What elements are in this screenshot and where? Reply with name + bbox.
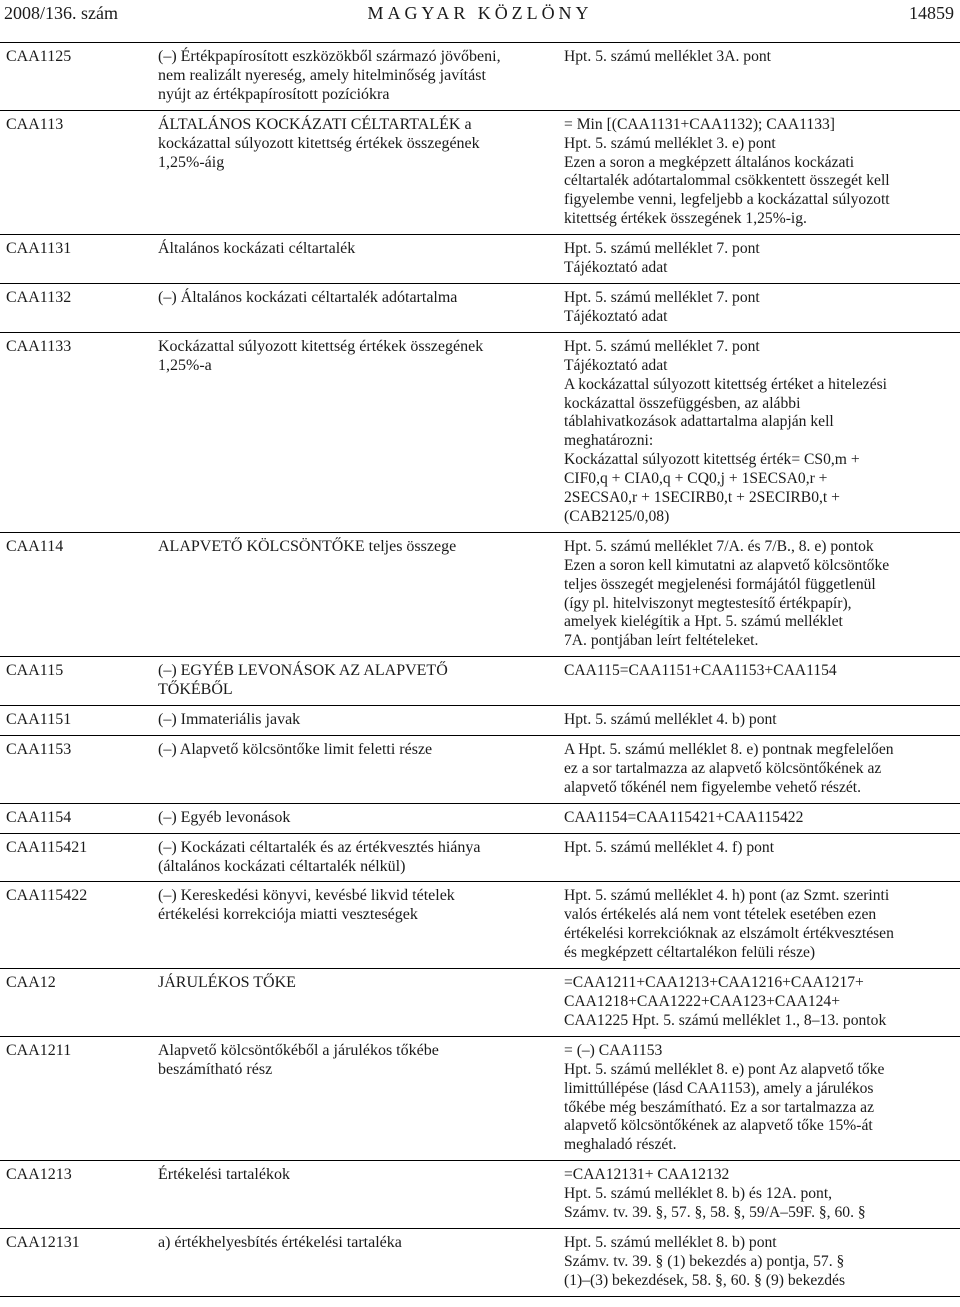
table-row xyxy=(0,833,960,882)
row-reference xyxy=(564,706,960,736)
row-code: CAA1211 xyxy=(0,1036,156,1160)
row-code: CAA1151 xyxy=(0,706,156,736)
description-line: értékelési korrekciója miatti veszteségek xyxy=(158,906,418,924)
row-code: CAA1132 xyxy=(0,283,156,332)
reference-line: CAA1154=CAA115421+CAA115422 xyxy=(564,808,804,826)
reference-line: CAA1225 Hpt. 5. számú melléklet 1., 8–13. pontok xyxy=(564,1011,887,1029)
description-line: (–) Alapvető kölcsöntőke limit feletti része xyxy=(158,741,433,758)
reference-line: CAA115=CAA1151+CAA1153+CAA1154 xyxy=(564,662,837,680)
reference-line: alapvető kölcsöntőkének az alapvető tőke 15%-át xyxy=(564,1117,873,1135)
account-code-table xyxy=(0,42,960,1297)
table-row xyxy=(0,736,960,804)
row-description xyxy=(156,43,564,111)
row-reference xyxy=(564,1228,960,1296)
row-description xyxy=(156,833,564,882)
reference-line: Tájékoztató adat xyxy=(564,356,668,374)
description-line: Értékelési tartalékok xyxy=(158,1166,290,1184)
reference-line: (így pl. hitelviszonyt megtestesítő értékpapír), xyxy=(564,594,852,612)
reference-line: A Hpt. 5. számú melléklet 8. e) pontnak megfelelően xyxy=(564,741,894,758)
row-description xyxy=(156,110,564,234)
table-row xyxy=(0,969,960,1037)
description-line: (–) Kereskedési könyvi, kevésbé likvid tételek xyxy=(158,887,455,905)
reference-line: Hpt. 5. számú melléklet 7. pont xyxy=(564,337,760,355)
description-line: nem realizált nyereség, amely hitelminőség javítást xyxy=(158,66,486,84)
description-line: JÁRULÉKOS TŐKE xyxy=(158,974,296,992)
reference-line: (CAB2125/0,08) xyxy=(564,507,670,525)
row-reference xyxy=(564,736,960,804)
description-line: kockázattal súlyozott kitettség értékek összegének xyxy=(158,134,480,152)
reference-line: Kockázattal súlyozott kitettség érték= CS0,m + xyxy=(564,451,860,469)
description-line: 1,25%-áig xyxy=(158,153,225,171)
header-journal-title: MAGYAR KÖZLÖNY xyxy=(367,3,593,23)
reference-line: CAA1218+CAA1222+CAA123+CAA124+ xyxy=(564,992,841,1010)
reference-line: táblahivatkozások adattartalma alapján kell xyxy=(564,413,834,431)
table-row xyxy=(0,110,960,234)
row-code: CAA1213 xyxy=(0,1161,156,1229)
row-description xyxy=(156,736,564,804)
reference-line: = (–) CAA1153 xyxy=(564,1041,663,1059)
table-row xyxy=(0,283,960,332)
reference-line: Hpt. 5. számú melléklet 4. h) pont (az Szmt. szerinti xyxy=(564,887,890,905)
row-code: CAA12131 xyxy=(0,1228,156,1296)
row-reference xyxy=(564,43,960,111)
row-reference xyxy=(564,283,960,332)
table-row xyxy=(0,332,960,532)
row-description xyxy=(156,1228,564,1296)
header-issue: 2008/136. szám xyxy=(4,3,118,23)
reference-line: alapvető tőkénél nem figyelembe vehető részét. xyxy=(564,778,862,796)
header-page-number: 14859 xyxy=(909,3,954,23)
reference-line: valós értékelés alá nem vont tételek esetében ezen xyxy=(564,906,877,924)
reference-line: Hpt. 5. számú melléklet 7. pont xyxy=(564,240,760,258)
row-code: CAA1133 xyxy=(0,332,156,532)
table-row xyxy=(0,657,960,706)
table-row xyxy=(0,803,960,833)
description-line: Általános kockázati céltartalék xyxy=(158,240,356,258)
description-line: ALAPVETŐ KÖLCSÖNTŐKE teljes összege xyxy=(158,537,457,555)
reference-line: Hpt. 5. számú melléklet 8. b) és 12A. pont, xyxy=(564,1185,833,1203)
row-description xyxy=(156,803,564,833)
row-code: CAA115422 xyxy=(0,882,156,969)
row-description xyxy=(156,969,564,1037)
row-reference xyxy=(564,332,960,532)
description-line: (–) Értékpapírosított eszközökből származó jövőbeni, xyxy=(158,48,501,65)
reference-line: Ezen a soron a megképzett általános kockázati xyxy=(564,153,855,171)
row-reference xyxy=(564,882,960,969)
row-reference xyxy=(564,110,960,234)
row-description xyxy=(156,1036,564,1160)
row-code: CAA113 xyxy=(0,110,156,234)
description-line: (–) EGYÉB LEVONÁSOK AZ ALAPVETŐ xyxy=(158,662,448,680)
description-line: a) értékhelyesbítés értékelési tartaléka xyxy=(158,1233,402,1251)
row-description xyxy=(156,1161,564,1229)
reference-line: céltartalék adótartalommal csökkentett összegét kell xyxy=(564,172,890,190)
description-line: (–) Kockázati céltartalék és az értékvesztés hiánya xyxy=(158,838,481,856)
reference-line: Számv. tv. 39. § (1) bekezdés a) pontja, 57. § xyxy=(564,1252,845,1270)
reference-line: Hpt. 5. számú melléklet 8. b) pont xyxy=(564,1233,777,1251)
reference-line: figyelembe venni, legfeljebb a kockázattal súlyozott xyxy=(564,191,890,209)
table-row xyxy=(0,235,960,284)
row-reference xyxy=(564,833,960,882)
reference-line: Hpt. 5. számú melléklet 4. f) pont xyxy=(564,838,775,856)
row-reference xyxy=(564,803,960,833)
description-line: nyújt az értékpapírosított pozíciókra xyxy=(158,85,390,103)
page-header xyxy=(0,0,960,28)
row-description xyxy=(156,532,564,656)
reference-line: ez a sor tartalmazza az alapvető kölcsöntőkének az xyxy=(564,759,882,777)
table-row xyxy=(0,882,960,969)
row-reference xyxy=(564,532,960,656)
row-description xyxy=(156,235,564,284)
reference-line: Tájékoztató adat xyxy=(564,259,668,277)
reference-line: CIF0,q + CIA0,q + CQ0,j + 1SECSA0,r + xyxy=(564,470,828,488)
reference-line: Hpt. 5. számú melléklet 3. e) pont xyxy=(564,134,776,152)
row-code: CAA114 xyxy=(0,532,156,656)
row-reference xyxy=(564,1161,960,1229)
description-line: (általános kockázati céltartalék nélkül) xyxy=(158,857,406,875)
description-line: ÁLTALÁNOS KOCKÁZATI CÉLTARTALÉK a xyxy=(158,115,472,133)
reference-line: Hpt. 5. számú melléklet 4. b) pont xyxy=(564,711,777,729)
description-line: (–) Általános kockázati céltartalék adótartalma xyxy=(158,288,458,306)
row-description xyxy=(156,657,564,706)
reference-line: Hpt. 5. számú melléklet 7. pont xyxy=(564,288,760,306)
reference-line: kockázattal összefüggésben, az alábbi xyxy=(564,394,801,412)
row-description xyxy=(156,283,564,332)
row-description xyxy=(156,332,564,532)
table-row xyxy=(0,1161,960,1229)
reference-line: A kockázattal súlyozott kitettség értéket a hitelezési xyxy=(564,375,888,393)
reference-line: kitettség értékek összegének 1,25%-ig. xyxy=(564,210,807,228)
reference-line: 7A. pontjában leírt feltételeket. xyxy=(564,632,759,650)
reference-line: Hpt. 5. számú melléklet 3A. pont xyxy=(564,48,772,65)
reference-line: meghatározni: xyxy=(564,432,654,450)
reference-line: = Min [(CAA1131+CAA1132); CAA1133] xyxy=(564,115,835,133)
description-line: (–) Egyéb levonások xyxy=(158,808,291,826)
row-code: CAA115 xyxy=(0,657,156,706)
row-code: CAA1153 xyxy=(0,736,156,804)
reference-line: tőkébe még beszámítható. Ez a sor tartalmazza az xyxy=(564,1098,874,1116)
row-description xyxy=(156,706,564,736)
reference-line: meghaladó részét. xyxy=(564,1136,677,1154)
reference-line: Hpt. 5. számú melléklet 7/A. és 7/B., 8. e) pontok xyxy=(564,537,874,555)
reference-line: Számv. tv. 39. §, 57. §, 58. §, 59/A–59F. §, 60. § xyxy=(564,1204,866,1222)
reference-line: teljes összegét megjelenési formájától függetlenül xyxy=(564,575,876,593)
reference-line: és megképzett céltartalékon felüli része) xyxy=(564,944,816,962)
description-line: Alapvető kölcsöntőkéből a járulékos tőkébe xyxy=(158,1041,439,1059)
reference-line: =CAA1211+CAA1213+CAA1216+CAA1217+ xyxy=(564,974,864,992)
reference-line: Hpt. 5. számú melléklet 8. e) pont Az alapvető tőke xyxy=(564,1060,885,1078)
reference-line: =CAA12131+ CAA12132 xyxy=(564,1166,730,1184)
row-reference xyxy=(564,969,960,1037)
description-line: (–) Immateriális javak xyxy=(158,711,301,729)
table-row xyxy=(0,532,960,656)
reference-line: limittúllépése (lásd CAA1153), amely a járulékos xyxy=(564,1079,874,1097)
row-code: CAA12 xyxy=(0,969,156,1037)
table-row xyxy=(0,1228,960,1296)
row-code: CAA115421 xyxy=(0,833,156,882)
reference-line: értékelési korrekcióknak az elszámolt értékvesztésen xyxy=(564,925,894,943)
row-code: CAA1125 xyxy=(0,43,156,111)
description-line: 1,25%-a xyxy=(158,356,212,374)
reference-line: amelyek kielégítik a Hpt. 5. számú melléklet xyxy=(564,613,843,631)
reference-line: Ezen a soron kell kimutatni az alapvető kölcsöntőke xyxy=(564,556,890,574)
row-code: CAA1131 xyxy=(0,235,156,284)
row-description xyxy=(156,882,564,969)
reference-line: Tájékoztató adat xyxy=(564,307,668,325)
description-line: Kockázattal súlyozott kitettség értékek összegének xyxy=(158,337,484,355)
table-row xyxy=(0,43,960,111)
row-reference xyxy=(564,657,960,706)
row-reference xyxy=(564,235,960,284)
row-code: CAA1154 xyxy=(0,803,156,833)
reference-line: 2SECSA0,r + 1SECIRB0,t + 2SECIRB0,t + xyxy=(564,489,840,507)
reference-line: (1)–(3) bekezdések, 58. §, 60. § (9) bekezdés xyxy=(564,1271,846,1289)
table-row xyxy=(0,1036,960,1160)
description-line: beszámítható rész xyxy=(158,1060,273,1078)
description-line: TŐKÉBŐL xyxy=(158,681,233,699)
row-reference xyxy=(564,1036,960,1160)
table-row xyxy=(0,706,960,736)
